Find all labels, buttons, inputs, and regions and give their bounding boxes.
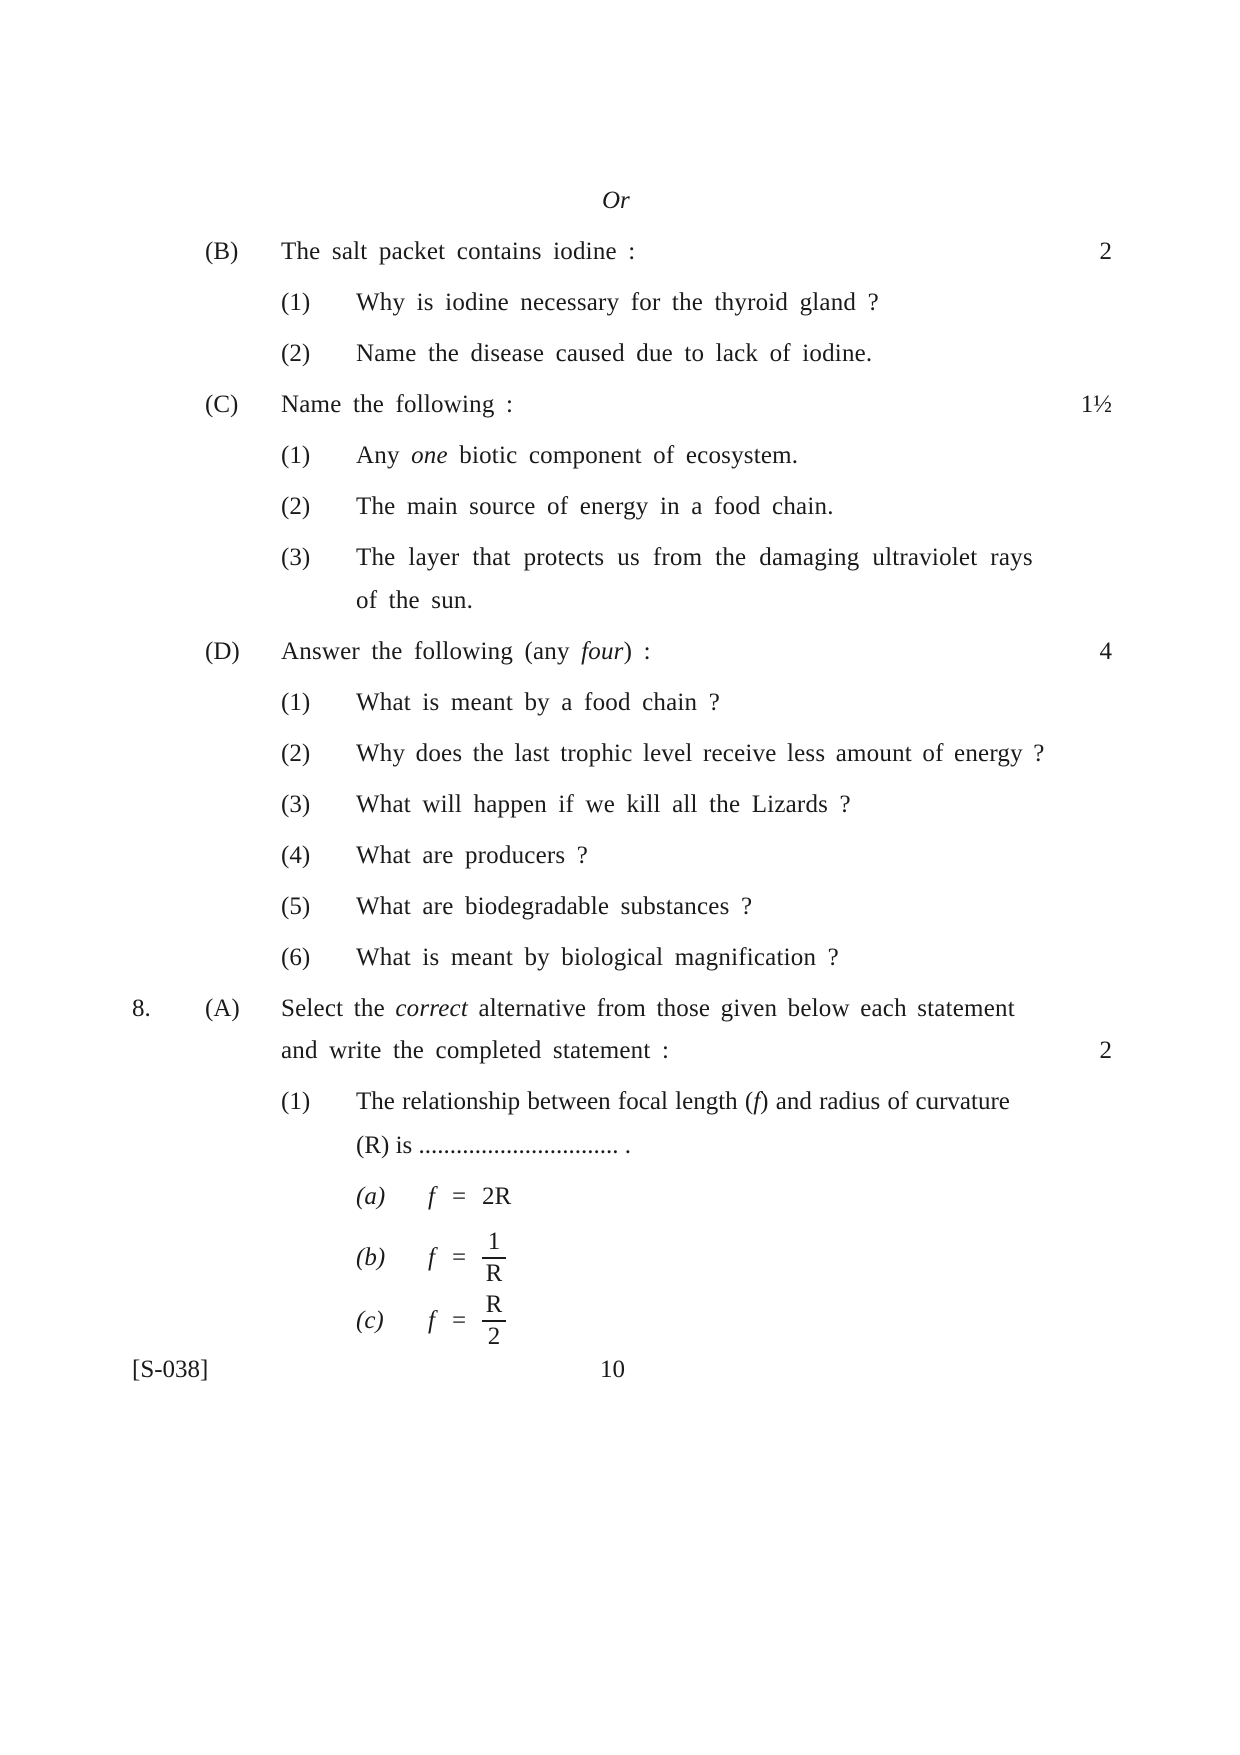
option-c-label: (c)	[356, 1307, 384, 1334]
question-c-label: (C)	[205, 391, 239, 418]
question-d-sub-text: What is meant by biological magnification ?	[356, 944, 839, 971]
question-c-sub-text-continued: of the sun.	[356, 587, 474, 614]
question-b-sub-text: Why is iodine necessary for the thyroid gland ?	[356, 289, 879, 316]
question-c-sub-label: (3)	[281, 544, 311, 571]
option-a-variable: f	[428, 1183, 435, 1210]
question-c-sub-text: The main source of energy in a food chain.	[356, 493, 834, 520]
option-a-equals: =	[452, 1183, 467, 1210]
question-8a-label: (A)	[205, 995, 240, 1022]
question-8a-text	[281, 994, 1015, 1024]
emphasis: four	[581, 638, 624, 665]
question-d-sub-label: (1)	[281, 689, 311, 716]
emphasis: f	[753, 1088, 761, 1115]
question-d-sub-label: (2)	[281, 740, 311, 767]
question-c-marks: 1½	[1080, 391, 1112, 418]
question-b-sub-label: (2)	[281, 340, 311, 367]
question-8a-text-continued: and write the completed statement :	[281, 1037, 670, 1064]
option-b-variable: f	[428, 1244, 435, 1271]
question-d-sub-label: (4)	[281, 842, 311, 869]
question-c-sub-text	[356, 441, 798, 471]
question-d-label: (D)	[205, 638, 240, 665]
text-run: ) and radius of curvature	[760, 1088, 1010, 1115]
text-run: ) :	[623, 638, 651, 665]
question-d-sub-text: Why does the last trophic level receive less amount of energy ?	[356, 740, 1045, 767]
option-c-fraction	[482, 1291, 506, 1351]
question-b-text: The salt packet contains iodine :	[281, 238, 636, 265]
page-number: 10	[600, 1356, 625, 1383]
option-a-label: (a)	[356, 1183, 386, 1210]
question-8a-sub-text-continued: (R) is ................................ .	[356, 1132, 631, 1159]
text-run: Any	[356, 442, 412, 469]
text-run: Answer the following (any	[281, 638, 582, 665]
text-run: The relationship between focal length (	[356, 1088, 754, 1115]
text-run: biotic component of ecosystem.	[447, 442, 799, 469]
question-d-sub-text: What are producers ?	[356, 842, 589, 869]
question-c-text: Name the following :	[281, 391, 514, 418]
question-8-number: 8.	[132, 995, 151, 1022]
option-b-fraction	[482, 1228, 506, 1288]
fraction-numerator: R	[485, 1291, 503, 1318]
emphasis: correct	[395, 995, 468, 1022]
fraction-numerator: 1	[487, 1228, 501, 1255]
fraction-denominator: R	[485, 1260, 503, 1287]
fraction-denominator: 2	[487, 1323, 501, 1350]
question-d-sub-text: What will happen if we kill all the Lizards ?	[356, 791, 851, 818]
option-c-equals: =	[452, 1307, 467, 1334]
text-run: alternative from those given below each statement	[468, 995, 1015, 1022]
question-d-sub-text: What are biodegradable substances ?	[356, 893, 753, 920]
question-d-sub-text: What is meant by a food chain ?	[356, 689, 721, 716]
question-b-sub-text: Name the disease caused due to lack of iodine.	[356, 340, 873, 367]
question-d-text	[281, 637, 651, 667]
fraction-bar	[482, 1320, 506, 1322]
question-c-sub-label: (1)	[281, 442, 311, 469]
question-d-marks: 4	[1099, 638, 1112, 665]
option-b-equals: =	[452, 1244, 467, 1271]
paper-code: [S-038]	[132, 1356, 209, 1383]
question-b-sub-label: (1)	[281, 289, 311, 316]
option-a-value: 2R	[482, 1183, 512, 1210]
fraction-bar	[482, 1257, 506, 1259]
option-c-variable: f	[428, 1307, 435, 1334]
emphasis: one	[411, 442, 448, 469]
question-b-label: (B)	[205, 238, 239, 265]
question-8a-marks: 2	[1099, 1037, 1112, 1064]
question-d-sub-label: (5)	[281, 893, 311, 920]
question-8a-sub-text	[356, 1087, 1010, 1117]
or-separator: Or	[602, 187, 630, 214]
question-d-sub-label: (3)	[281, 791, 311, 818]
question-b-marks: 2	[1099, 238, 1112, 265]
question-d-sub-label: (6)	[281, 944, 311, 971]
text-run: Select the	[281, 995, 396, 1022]
option-b-label: (b)	[356, 1244, 386, 1271]
question-c-sub-label: (2)	[281, 493, 311, 520]
question-c-sub-text: The layer that protects us from the damaging ultraviolet rays	[356, 544, 1033, 571]
question-8a-sub-label: (1)	[281, 1088, 311, 1115]
